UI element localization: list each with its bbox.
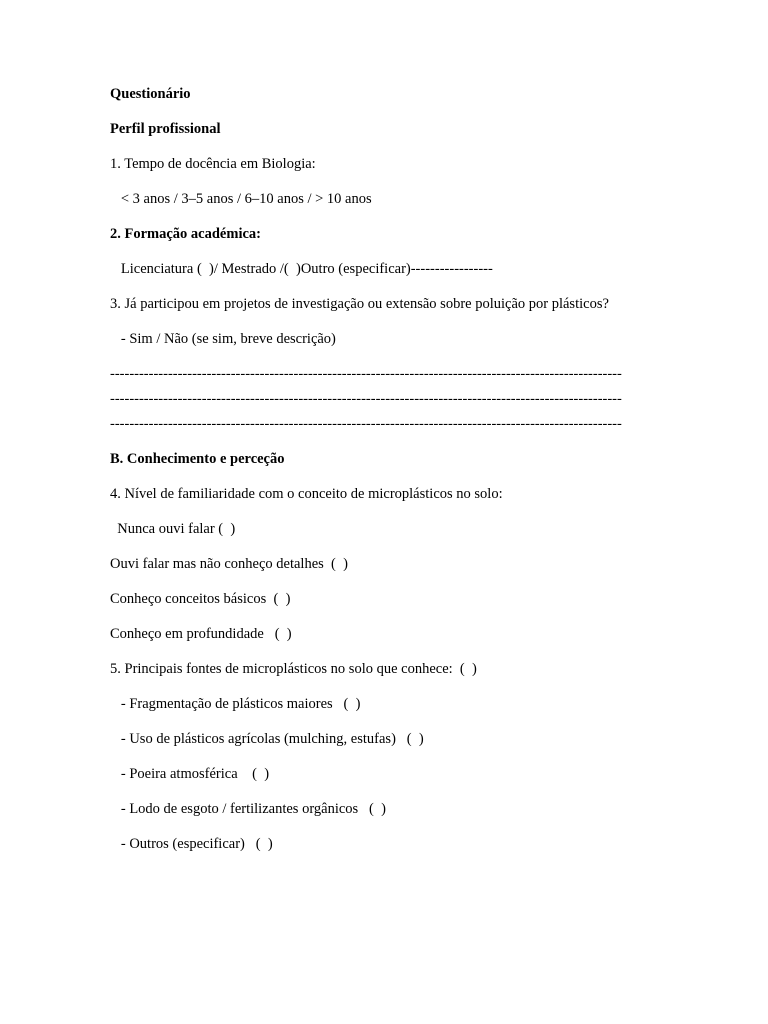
question-3: 3. Já participou em projetos de investigação ou extensão sobre poluição por plásticos? [110,296,609,312]
question-4-option-4: Conheço em profundidade ( ) [110,626,292,642]
document-title: Questionário [110,86,191,102]
section-heading-profile: Perfil profissional [110,121,221,137]
answer-dash-line-3: ---------------------------------------------------------------------------------------------------------- [110,416,622,432]
question-3-options: - Sim / Não (se sim, breve descrição) [110,331,336,347]
question-4-option-3: Conheço conceitos básicos ( ) [110,591,291,607]
question-1-options: < 3 anos / 3–5 anos / 6–10 anos / > 10 anos [110,191,372,207]
section-heading-b: B. Conhecimento e perceção [110,451,285,467]
question-5-option-5: - Outros (especificar) ( ) [110,836,273,852]
question-4-option-1: Nunca ouvi falar ( ) [110,521,236,537]
question-4: 4. Nível de familiaridade com o conceito de microplásticos no solo: [110,486,503,502]
question-2-options: Licenciatura ( )/ Mestrado /( )Outro (especificar)----------------- [110,261,493,277]
answer-dash-line-2: ---------------------------------------------------------------------------------------------------------- [110,391,622,407]
question-5: 5. Principais fontes de microplásticos no solo que conhece: ( ) [110,661,477,677]
question-5-option-1: - Fragmentação de plásticos maiores ( ) [110,696,361,712]
question-4-option-2: Ouvi falar mas não conheço detalhes ( ) [110,556,348,572]
answer-dash-line-1: ---------------------------------------------------------------------------------------------------------- [110,366,622,382]
question-5-option-3: - Poeira atmosférica ( ) [110,766,270,782]
question-2: 2. Formação académica: [110,226,261,242]
question-1: 1. Tempo de docência em Biologia: [110,156,316,172]
question-5-option-4: - Lodo de esgoto / fertilizantes orgânicos ( ) [110,801,386,817]
question-5-option-2: - Uso de plásticos agrícolas (mulching, estufas) ( ) [110,731,424,747]
